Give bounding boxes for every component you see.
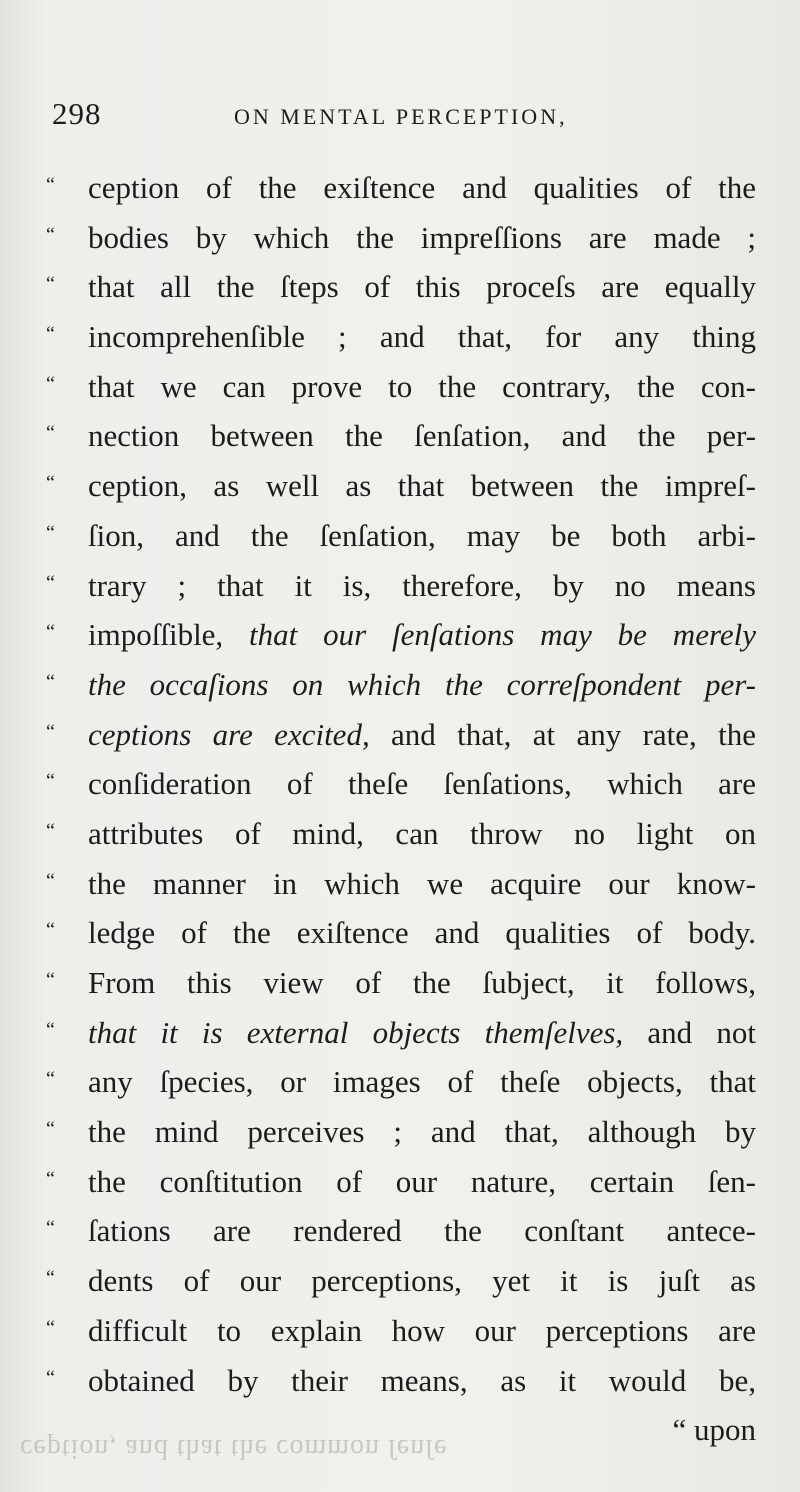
roman-segment: ledge of the exiſtence and qualities of body.: [88, 915, 756, 951]
line-text: [88, 163, 756, 213]
quote-mark: “: [46, 1068, 55, 1091]
line-text: [88, 312, 756, 362]
text-line: [46, 660, 756, 710]
text-line: [46, 163, 756, 213]
roman-segment: nection between the ſenſation, and the per-: [88, 418, 756, 454]
quote-mark: “: [46, 621, 55, 644]
roman-segment: ſion, and the ſenſation, may be both arbi-: [88, 517, 756, 553]
body-text: [46, 163, 756, 1455]
quote-mark: “: [46, 521, 55, 544]
text-line: [46, 1356, 756, 1406]
italic-segment: the occaſions on which the correſpondent per-: [88, 666, 756, 702]
quote-mark: “: [46, 720, 55, 743]
line-text: [88, 411, 756, 461]
quote-mark: “: [46, 670, 55, 693]
text-line: [46, 1008, 756, 1058]
catchword: “ upon: [672, 1412, 756, 1448]
roman-segment: bodies by which the impreſſions are made ;: [88, 219, 756, 255]
line-text: [88, 1356, 756, 1406]
quote-mark: “: [46, 1217, 55, 1240]
roman-segment: From this view of the ſubject, it follows,: [88, 965, 756, 1000]
line-text: [88, 660, 756, 710]
text-line: [46, 511, 756, 561]
page-number: 298: [52, 96, 102, 131]
text-line: [46, 1157, 756, 1207]
quote-mark: “: [46, 323, 55, 346]
quote-mark: “: [46, 770, 55, 793]
text-line: [46, 362, 756, 412]
roman-segment: dents of our perceptions, yet it is juſt as: [88, 1263, 756, 1299]
quote-mark: “: [46, 1167, 55, 1190]
line-text: [88, 759, 756, 809]
roman-segment: that we can prove to the contrary, the con-: [88, 368, 756, 404]
line-text: [88, 461, 756, 511]
text-line: [46, 759, 756, 809]
roman-segment: ception of the exiſtence and qualities of the: [88, 170, 756, 205]
quote-mark: “: [46, 869, 55, 892]
text-line: [46, 461, 756, 511]
text-line: [46, 908, 756, 958]
roman-segment: and not: [623, 1014, 756, 1050]
roman-segment: and that, at any rate, the: [369, 716, 756, 752]
roman-segment: that all the ſteps of this proceſs are equally: [88, 269, 756, 305]
line-text: [88, 908, 756, 958]
italic-segment: that our ſenſations may be merely: [249, 617, 756, 653]
roman-segment: impoſſible,: [88, 617, 250, 653]
text-line: [46, 262, 756, 312]
line-text: [88, 262, 756, 312]
line-text: [88, 710, 756, 760]
italic-segment: that it is external objects themſelves,: [88, 1014, 624, 1050]
text-line: [46, 1256, 756, 1306]
line-text: [88, 511, 756, 561]
text-line: [46, 213, 756, 263]
roman-segment: the manner in which we acquire our know-: [88, 865, 756, 901]
line-text: [88, 809, 756, 859]
line-text: [88, 1107, 756, 1157]
roman-segment: trary ; that it is, therefore, by no means: [88, 567, 756, 603]
roman-segment: the mind perceives ; and that, although by: [88, 1114, 756, 1150]
quote-mark: “: [46, 223, 55, 246]
line-text: [88, 561, 756, 611]
line-text: [88, 859, 756, 909]
line-text: [88, 610, 756, 660]
roman-segment: attributes of mind, can throw no light on: [88, 815, 756, 851]
line-text: [88, 1157, 756, 1207]
quote-mark: “: [46, 1118, 55, 1141]
quote-mark: “: [46, 969, 55, 991]
quote-mark: “: [46, 1267, 55, 1290]
quote-mark: “: [46, 174, 55, 196]
roman-segment: ſations are rendered the conſtant antece-: [88, 1213, 756, 1249]
roman-segment: ception, as well as that between the impreſ-: [88, 468, 756, 504]
quote-mark: “: [46, 1018, 55, 1041]
text-line: [46, 958, 756, 1008]
roman-segment: the conſtitution of our nature, certain ſen-: [88, 1163, 756, 1199]
roman-segment: any ſpecies, or images of theſe objects, that: [88, 1064, 756, 1100]
text-line: [46, 809, 756, 859]
quote-mark: “: [46, 472, 55, 495]
line-text: [88, 362, 756, 412]
page-header: [52, 96, 760, 140]
line-text: [88, 1206, 756, 1256]
line-text: [88, 1256, 756, 1306]
running-title: ON MENTAL PERCEPTION,: [234, 104, 568, 129]
italic-segment: ceptions are excited,: [88, 716, 370, 752]
text-line: [46, 561, 756, 611]
text-line: [46, 1206, 756, 1256]
quote-mark: “: [46, 273, 55, 296]
quote-mark: “: [46, 819, 55, 842]
quote-mark: “: [46, 372, 55, 395]
line-text: [88, 958, 756, 1008]
text-line: [46, 1057, 756, 1107]
quote-mark: “: [46, 919, 55, 942]
quote-mark: “: [46, 1366, 55, 1389]
text-line: [46, 312, 756, 362]
quote-mark: “: [46, 422, 55, 445]
roman-segment: obtained by their means, as it would be,: [88, 1362, 756, 1398]
line-text: [88, 1008, 756, 1058]
line-text: [88, 1057, 756, 1107]
text-line: [46, 1107, 756, 1157]
quote-mark: “: [46, 571, 55, 594]
text-line: [46, 710, 756, 760]
text-line: [46, 1306, 756, 1356]
show-through-text: ception, and that the common ſenſe: [20, 1433, 448, 1464]
text-line: [46, 859, 756, 909]
text-line: [46, 610, 756, 660]
line-text: [88, 213, 756, 263]
roman-segment: difficult to explain how our perceptions are: [88, 1312, 756, 1348]
roman-segment: incomprehenſible ; and that, for any thing: [88, 319, 756, 355]
quote-mark: “: [46, 1316, 55, 1339]
roman-segment: conſideration of theſe ſenſations, which are: [88, 766, 756, 802]
text-line: [46, 411, 756, 461]
line-text: [88, 1306, 756, 1356]
